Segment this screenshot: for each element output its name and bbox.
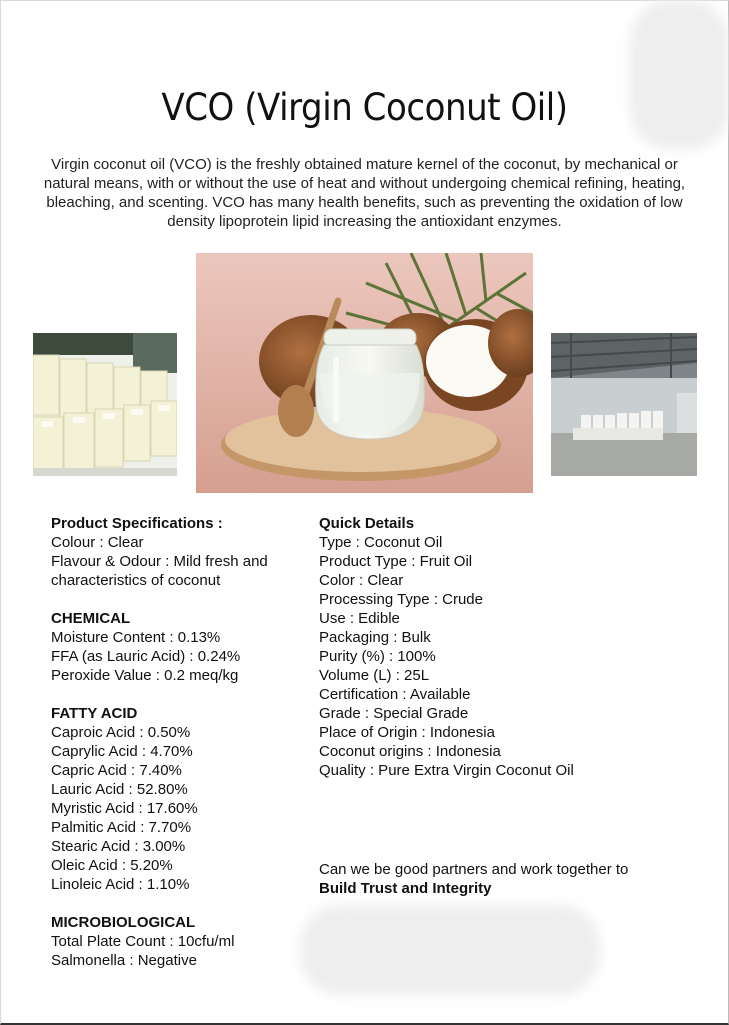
product-specifications-heading: Product Specifications :	[51, 515, 223, 532]
microbiological-line: Salmonella : Negative	[51, 952, 197, 969]
fatty-acid-line: Myristic Acid : 17.60%	[51, 800, 198, 817]
microbiological-heading: MICROBIOLOGICAL	[51, 914, 196, 931]
detail-line: Type : Coconut Oil	[319, 534, 443, 551]
detail-line: Color : Clear	[319, 572, 404, 589]
chemical-line: Peroxide Value : 0.2 meq/kg	[51, 667, 239, 684]
coconut-oil-jar-photo	[196, 253, 533, 493]
detail-line: Processing Type : Crude	[319, 591, 483, 608]
detail-line: Product Type : Fruit Oil	[319, 553, 473, 570]
microbiological-line: Total Plate Count : 10cfu/ml	[51, 933, 235, 950]
detail-line: Place of Origin : Indonesia	[319, 724, 495, 741]
chemical-line: FFA (as Lauric Acid) : 0.24%	[51, 648, 241, 665]
detail-line: Use : Edible	[319, 610, 400, 627]
chemical-heading: CHEMICAL	[51, 610, 131, 627]
partner-message	[319, 860, 628, 898]
fatty-acid-line: Linoleic Acid : 1.10%	[51, 876, 190, 893]
detail-line: Coconut origins : Indonesia	[319, 743, 501, 760]
detail-line: Packaging : Bulk	[319, 629, 431, 646]
fatty-acid-heading: FATTY ACID	[51, 705, 138, 722]
fatty-acid-line: Caprylic Acid : 4.70%	[51, 743, 193, 760]
page-title: VCO (Virgin Coconut Oil)	[161, 86, 568, 129]
detail-line: Certification : Available	[319, 686, 471, 703]
warehouse-photo	[551, 333, 697, 476]
fatty-acid-line: Oleic Acid : 5.20%	[51, 857, 173, 874]
smudge-bottom	[300, 905, 600, 995]
detail-line: Purity (%) : 100%	[319, 648, 436, 665]
chemical-line: Moisture Content : 0.13%	[51, 629, 221, 646]
spec-line: characteristics of coconut	[51, 572, 221, 589]
partner-tagline: Build Trust and Integrity	[319, 880, 492, 897]
quick-details-column	[319, 514, 609, 780]
fatty-acid-line: Capric Acid : 7.40%	[51, 762, 182, 779]
jerry-cans-photo	[33, 333, 177, 476]
left-specifications-column	[51, 514, 301, 970]
fatty-acid-line: Stearic Acid : 3.00%	[51, 838, 186, 855]
detail-line: Volume (L) : 25L	[319, 667, 430, 684]
quick-details-heading: Quick Details	[319, 515, 415, 532]
spec-line: Colour : Clear	[51, 534, 144, 551]
detail-line: Quality : Pure Extra Virgin Coconut Oil	[319, 762, 574, 779]
detail-line: Grade : Special Grade	[319, 705, 469, 722]
spec-line: Flavour & Odour : Mild fresh and	[51, 553, 268, 570]
fatty-acid-line: Lauric Acid : 52.80%	[51, 781, 188, 798]
intro-paragraph: Virgin coconut oil (VCO) is the freshly obtained mature kernel of the coconut, by mechanical or natural means, with or without the use of heat and without undergoing chemical refining, heating, bleaching, and scenting. VCO has many health benefits, such as preventing the oxidation of low density lipoprotein lipid increasing the antioxidant enzymes.	[43, 156, 686, 230]
fatty-acid-line: Caproic Acid : 0.50%	[51, 724, 191, 741]
partner-line: Can we be good partners and work together to	[319, 861, 629, 878]
fatty-acid-line: Palmitic Acid : 7.70%	[51, 819, 192, 836]
